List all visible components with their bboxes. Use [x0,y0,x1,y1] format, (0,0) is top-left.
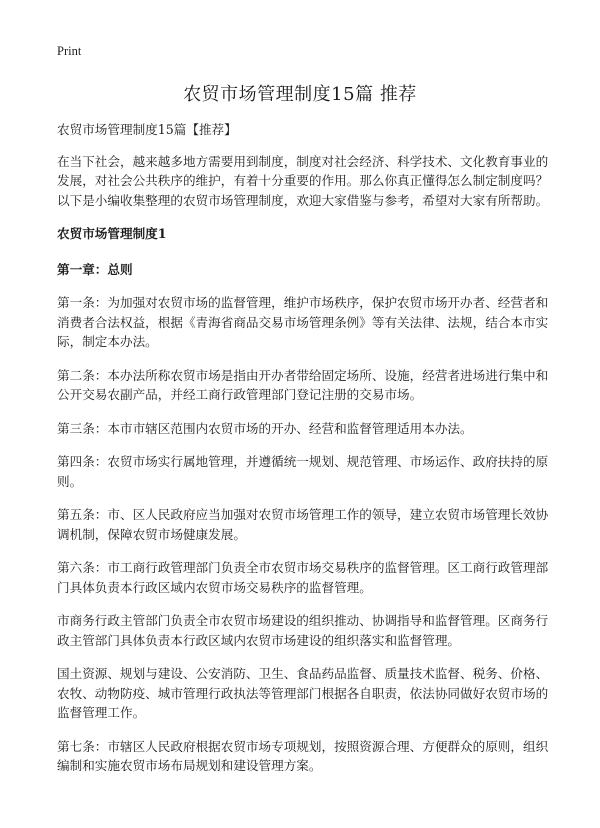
page-title: 农贸市场管理制度15篇 推荐 [183,84,417,105]
chapter-heading: 第一章：总则 [57,261,133,277]
article-paragraph-5: 第五条：市、区人民政府应当加强对农贸市场管理工作的领导，建立农贸市场管理长效协调机制，保障农贸市场健康发展。 [57,507,549,542]
section-heading: 农贸市场管理制度1 [57,226,167,241]
article-paragraph-9: 第七条：市辖区人民政府根据农贸市场专项规划，按照资源合理、方便群众的原则，组织编制和实施农贸市场布局规划和建设管理方案。 [57,738,549,773]
article-paragraph-4: 第四条：农贸市场实行属地管理，并遵循统一规划、规范管理、市场运作、政府扶持的原则。 [57,454,549,489]
article-paragraph-1: 第一条：为加强对农贸市场的监督管理，维护市场秩序，保护农贸市场开办者、经营者和消费者合法权益，根据《青海省商品交易市场管理条例》等有关法律、法规，结合本市实际，制定本办法。 [57,295,549,349]
article-paragraph-2: 第二条：本办法所称农贸市场是指由开办者带给固定场所、设施，经营者进场进行集中和公开交易农副产品，并经工商行政管理部门登记注册的交易市场。 [57,367,549,402]
article-subtitle: 农贸市场管理制度15篇【推荐】 [57,122,237,137]
article-body [57,120,549,790]
article-paragraph-7: 市商务行政主管部门负责全市农贸市场建设的组织推动、协调指导和监督管理。区商务行政主管部门具体负责本行政区域内农贸市场建设的组织落实和监督管理。 [57,613,549,648]
article-paragraph-8: 国土资源、规划与建设、公安消防、卫生、食品药品监督、质量技术监督、税务、价格、农牧、动物防疫、城市管理行政执法等管理部门根据各自职责，依法协同做好农贸市场的监督管理工作。 [57,666,549,720]
intro-paragraph: 在当下社会，越来越多地方需要用到制度，制度对社会经济、科学技术、文化教育事业的发展，对社会公共秩序的维护，有着十分重要的作用。那么你真正懂得怎么制定制度吗？以下是小编收集整理的农贸市场管理制度，欢迎大家借鉴与参考，希望对大家有所帮助。 [57,153,549,208]
article-paragraph-6: 第六条：市工商行政管理部门负责全市农贸市场交易秩序的监督管理。区工商行政管理部门具体负责本行政区域内农贸市场交易秩序的监督管理。 [57,560,549,595]
print-link[interactable]: Print [57,44,82,58]
article-paragraph-3: 第三条：本市市辖区范围内农贸市场的开办、经营和监督管理适用本办法。 [57,420,473,436]
